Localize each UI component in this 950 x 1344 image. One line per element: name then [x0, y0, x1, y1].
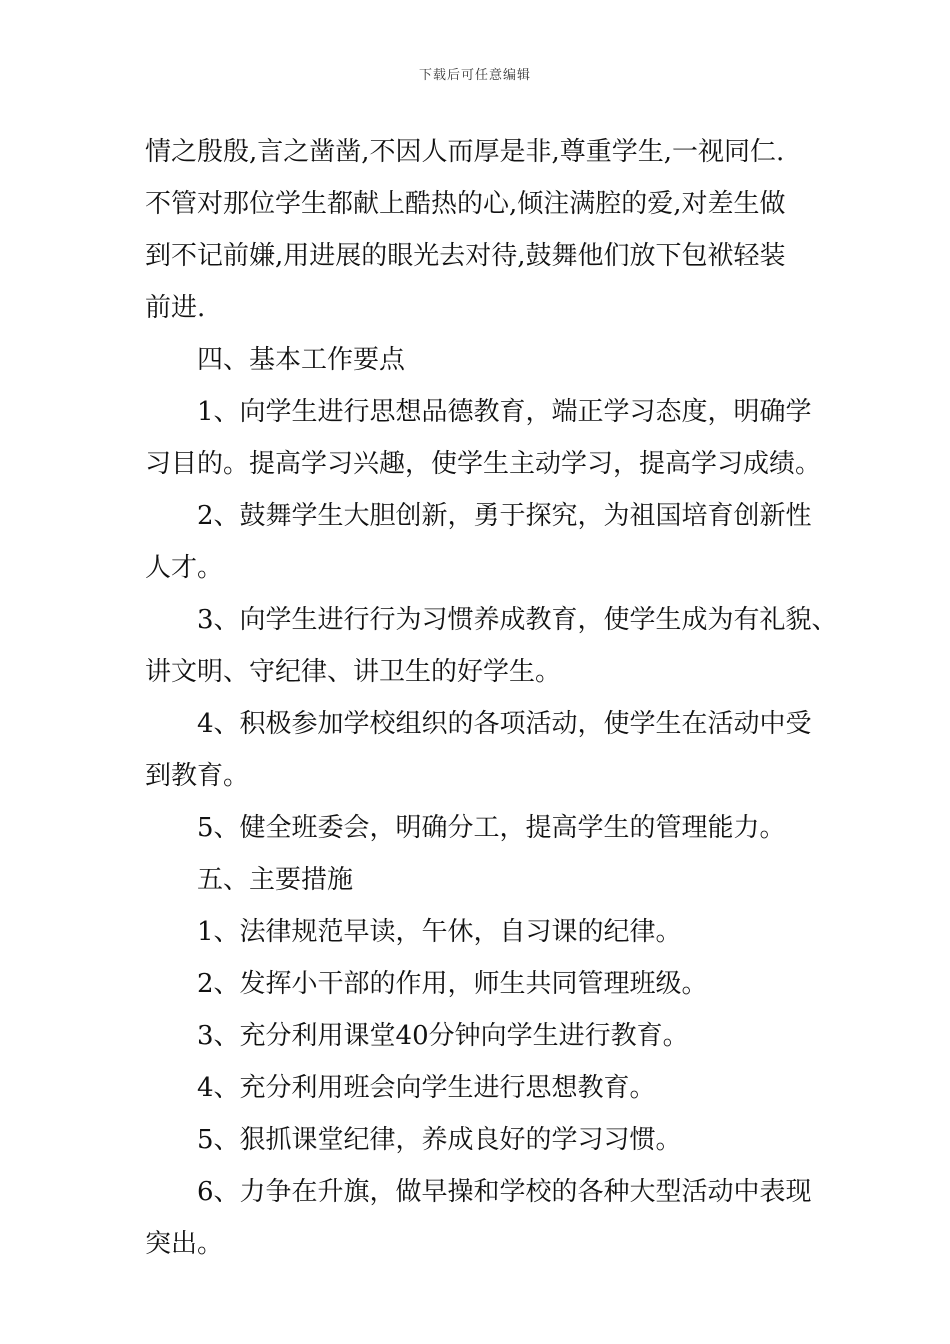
text-line: 突出。	[145, 1229, 224, 1259]
list-item: 1、法律规范早读，午休，自习课的纪律。	[197, 917, 682, 947]
list-item: 2、鼓舞学生大胆创新，勇于探究，为祖国培育创新性	[197, 501, 812, 531]
list-item: 5、健全班委会，明确分工，提高学生的管理能力。	[197, 813, 786, 843]
list-item: 3、向学生进行行为习惯养成教育，使学生成为有礼貌、	[197, 605, 838, 635]
list-item: 6、力争在升旗，做早操和学校的各种大型活动中表现	[197, 1177, 812, 1207]
page-header-note: 下载后可任意编辑	[418, 68, 531, 83]
list-item: 4、充分利用班会向学生进行思想教育。	[197, 1073, 656, 1103]
text-line: 情之殷殷,言之凿凿,不因人而厚是非,尊重学生,一视同仁.	[145, 137, 785, 167]
list-item: 1、向学生进行思想品德教育，端正学习态度，明确学	[197, 397, 812, 427]
text-line: 到不记前嫌,用进展的眼光去对待,鼓舞他们放下包袱轻装	[145, 241, 786, 271]
text-line: 讲文明、守纪律、讲卫生的好学生。	[145, 657, 562, 687]
section-heading: 四、基本工作要点	[197, 345, 406, 375]
text-line: 习目的。提高学习兴趣，使学生主动学习，提高学习成绩。	[145, 449, 822, 479]
list-item: 2、发挥小干部的作用，师生共同管理班级。	[197, 969, 708, 999]
document-body	[145, 126, 838, 1270]
list-item: 5、狠抓课堂纪律，养成良好的学习习惯。	[197, 1125, 682, 1155]
text-line: 不管对那位学生都献上酷热的心,倾注满腔的爱,对差生做	[145, 189, 786, 219]
text-line: 前进.	[145, 293, 206, 323]
text-line: 人才。	[145, 553, 224, 583]
list-item: 3、充分利用课堂40分钟向学生进行教育。	[197, 1021, 689, 1051]
text-line: 到教育。	[145, 761, 250, 791]
section-heading: 五、主要措施	[197, 865, 354, 895]
list-item: 4、积极参加学校组织的各项活动，使学生在活动中受	[197, 709, 812, 739]
